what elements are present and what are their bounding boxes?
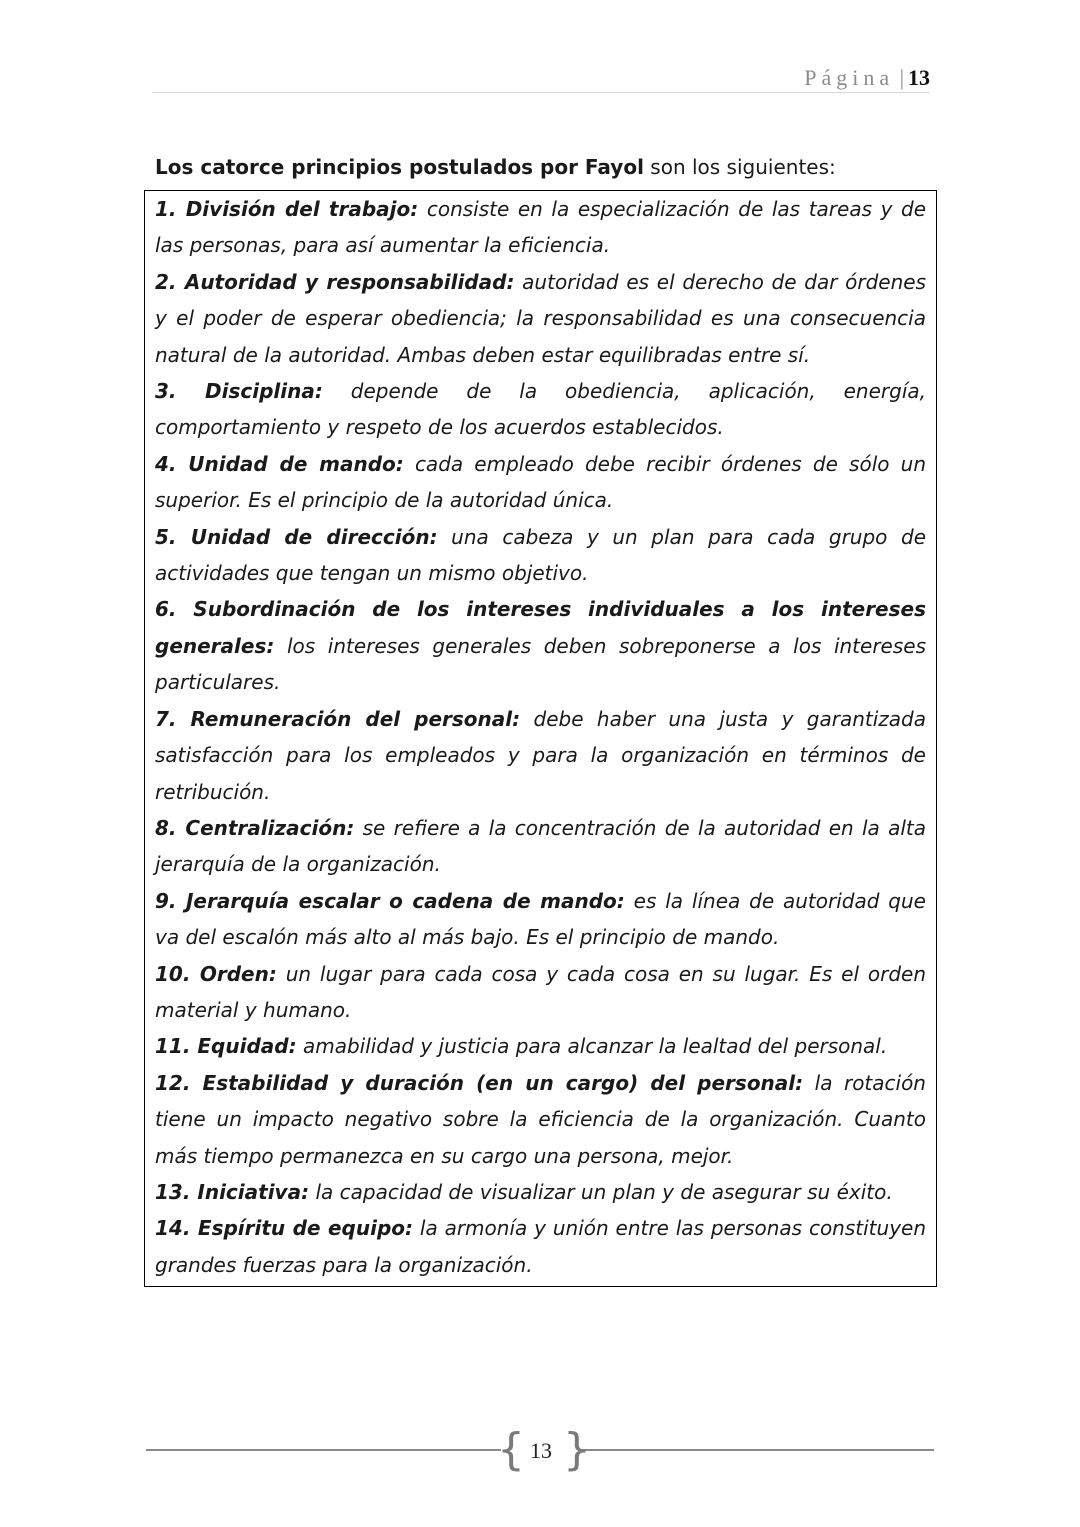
principle-item: [155, 519, 926, 592]
principle-heading: 5. Unidad de dirección:: [155, 524, 438, 549]
principle-heading: 8. Centralización:: [155, 815, 355, 840]
principle-heading: 10. Orden:: [155, 961, 277, 986]
principle-text: un lugar para cada cosa y cada cosa en su lugar. Es el orden material y humano.: [155, 961, 927, 1022]
principle-heading: 1. División del trabajo:: [155, 197, 419, 221]
principle-item: [155, 883, 926, 956]
principle-text: una cabeza y un plan para cada grupo de actividades que tengan un mismo objetivo.: [155, 524, 927, 586]
principle-text: consiste en la especialización de las tareas y de las personas, para así aumentar la eficiencia.: [155, 197, 926, 258]
intro-sentence: [155, 152, 935, 182]
principle-item: [155, 446, 926, 519]
principle-item: [155, 1174, 926, 1210]
principle-text: es la línea de autoridad que va del escalón más alto al más bajo. Es el principio de mando.: [155, 888, 926, 950]
principle-item: [155, 956, 926, 1029]
principle-item: [155, 701, 926, 810]
footer-brace-left-icon: {: [497, 1424, 525, 1475]
principle-text: debe haber una justa y garantizada satisfacción para los empleados y para la organización en términos de retribución.: [155, 706, 926, 804]
principle-heading: 2. Autoridad y responsabilidad:: [155, 269, 515, 294]
principle-heading: 3. Disciplina:: [155, 379, 323, 404]
principle-heading: 11. Equidad:: [155, 1034, 297, 1059]
principle-text: depende de la obediencia, aplicación, energía, comportamiento y respeto de los acuerdos establecidos.: [155, 379, 927, 440]
principle-text: los intereses generales deben sobreponerse a los intereses particulares.: [155, 633, 926, 695]
principle-text: cada empleado debe recibir órdenes de sólo un superior. Es el principio de la autoridad única.: [155, 451, 926, 513]
footer-divider-right: [578, 1449, 934, 1451]
header-separator: |: [899, 65, 904, 90]
footer-divider-left: [146, 1449, 501, 1451]
header-page-word: Página: [804, 65, 895, 90]
principle-heading: 12. Estabilidad y duración (en un cargo) del personal:: [155, 1070, 804, 1095]
principle-item: [155, 1065, 926, 1174]
principle-heading: 13. Iniciativa:: [155, 1179, 310, 1204]
principle-item: [155, 1210, 926, 1283]
principle-heading: 14. Espíritu de equipo:: [155, 1216, 414, 1241]
principles-box: [144, 190, 937, 1287]
intro-rest: son los siguientes:: [643, 155, 836, 179]
intro-bold: Los catorce principios postulados por Fayol: [155, 155, 644, 179]
principle-text: se refiere a la concentración de la autoridad en la alta jerarquía de la organización.: [155, 815, 926, 877]
principle-heading: 7. Remuneración del personal:: [155, 706, 521, 731]
principle-item: [155, 810, 926, 883]
principle-heading: 6. Subordinación de los intereses individuales a los intereses generales:: [155, 597, 926, 658]
page-header: [152, 62, 930, 93]
footer-brace-right-icon: }: [563, 1424, 591, 1475]
principle-item: [155, 591, 926, 700]
principle-text: amabilidad y justicia para alcanzar la lealtad del personal.: [296, 1034, 888, 1059]
principle-text: la armonía y unión entre las personas constituyen grandes fuerzas para la organización.: [155, 1216, 927, 1277]
principle-item: [155, 191, 926, 264]
principle-text: autoridad es el derecho de dar órdenes y el poder de esperar obediencia; la responsabilidad es una consecuencia natural de la autoridad. Ambas deben estar equilibradas entre sí.: [155, 269, 927, 367]
footer-page-number: 13: [530, 1438, 552, 1463]
principle-text: la capacidad de visualizar un plan y de asegurar su éxito.: [309, 1179, 893, 1204]
principle-item: [155, 1028, 926, 1064]
header-page-number: 13: [908, 65, 930, 90]
principle-item: [155, 373, 926, 446]
principle-heading: 9. Jerarquía escalar o cadena de mando:: [155, 888, 625, 913]
principle-text: la rotación tiene un impacto negativo sobre la eficiencia de la organización. Cuanto más tiempo permanezca en su cargo una persona, mejor.: [155, 1070, 926, 1168]
principle-item: [155, 264, 926, 373]
principle-heading: 4. Unidad de mando:: [155, 451, 404, 476]
